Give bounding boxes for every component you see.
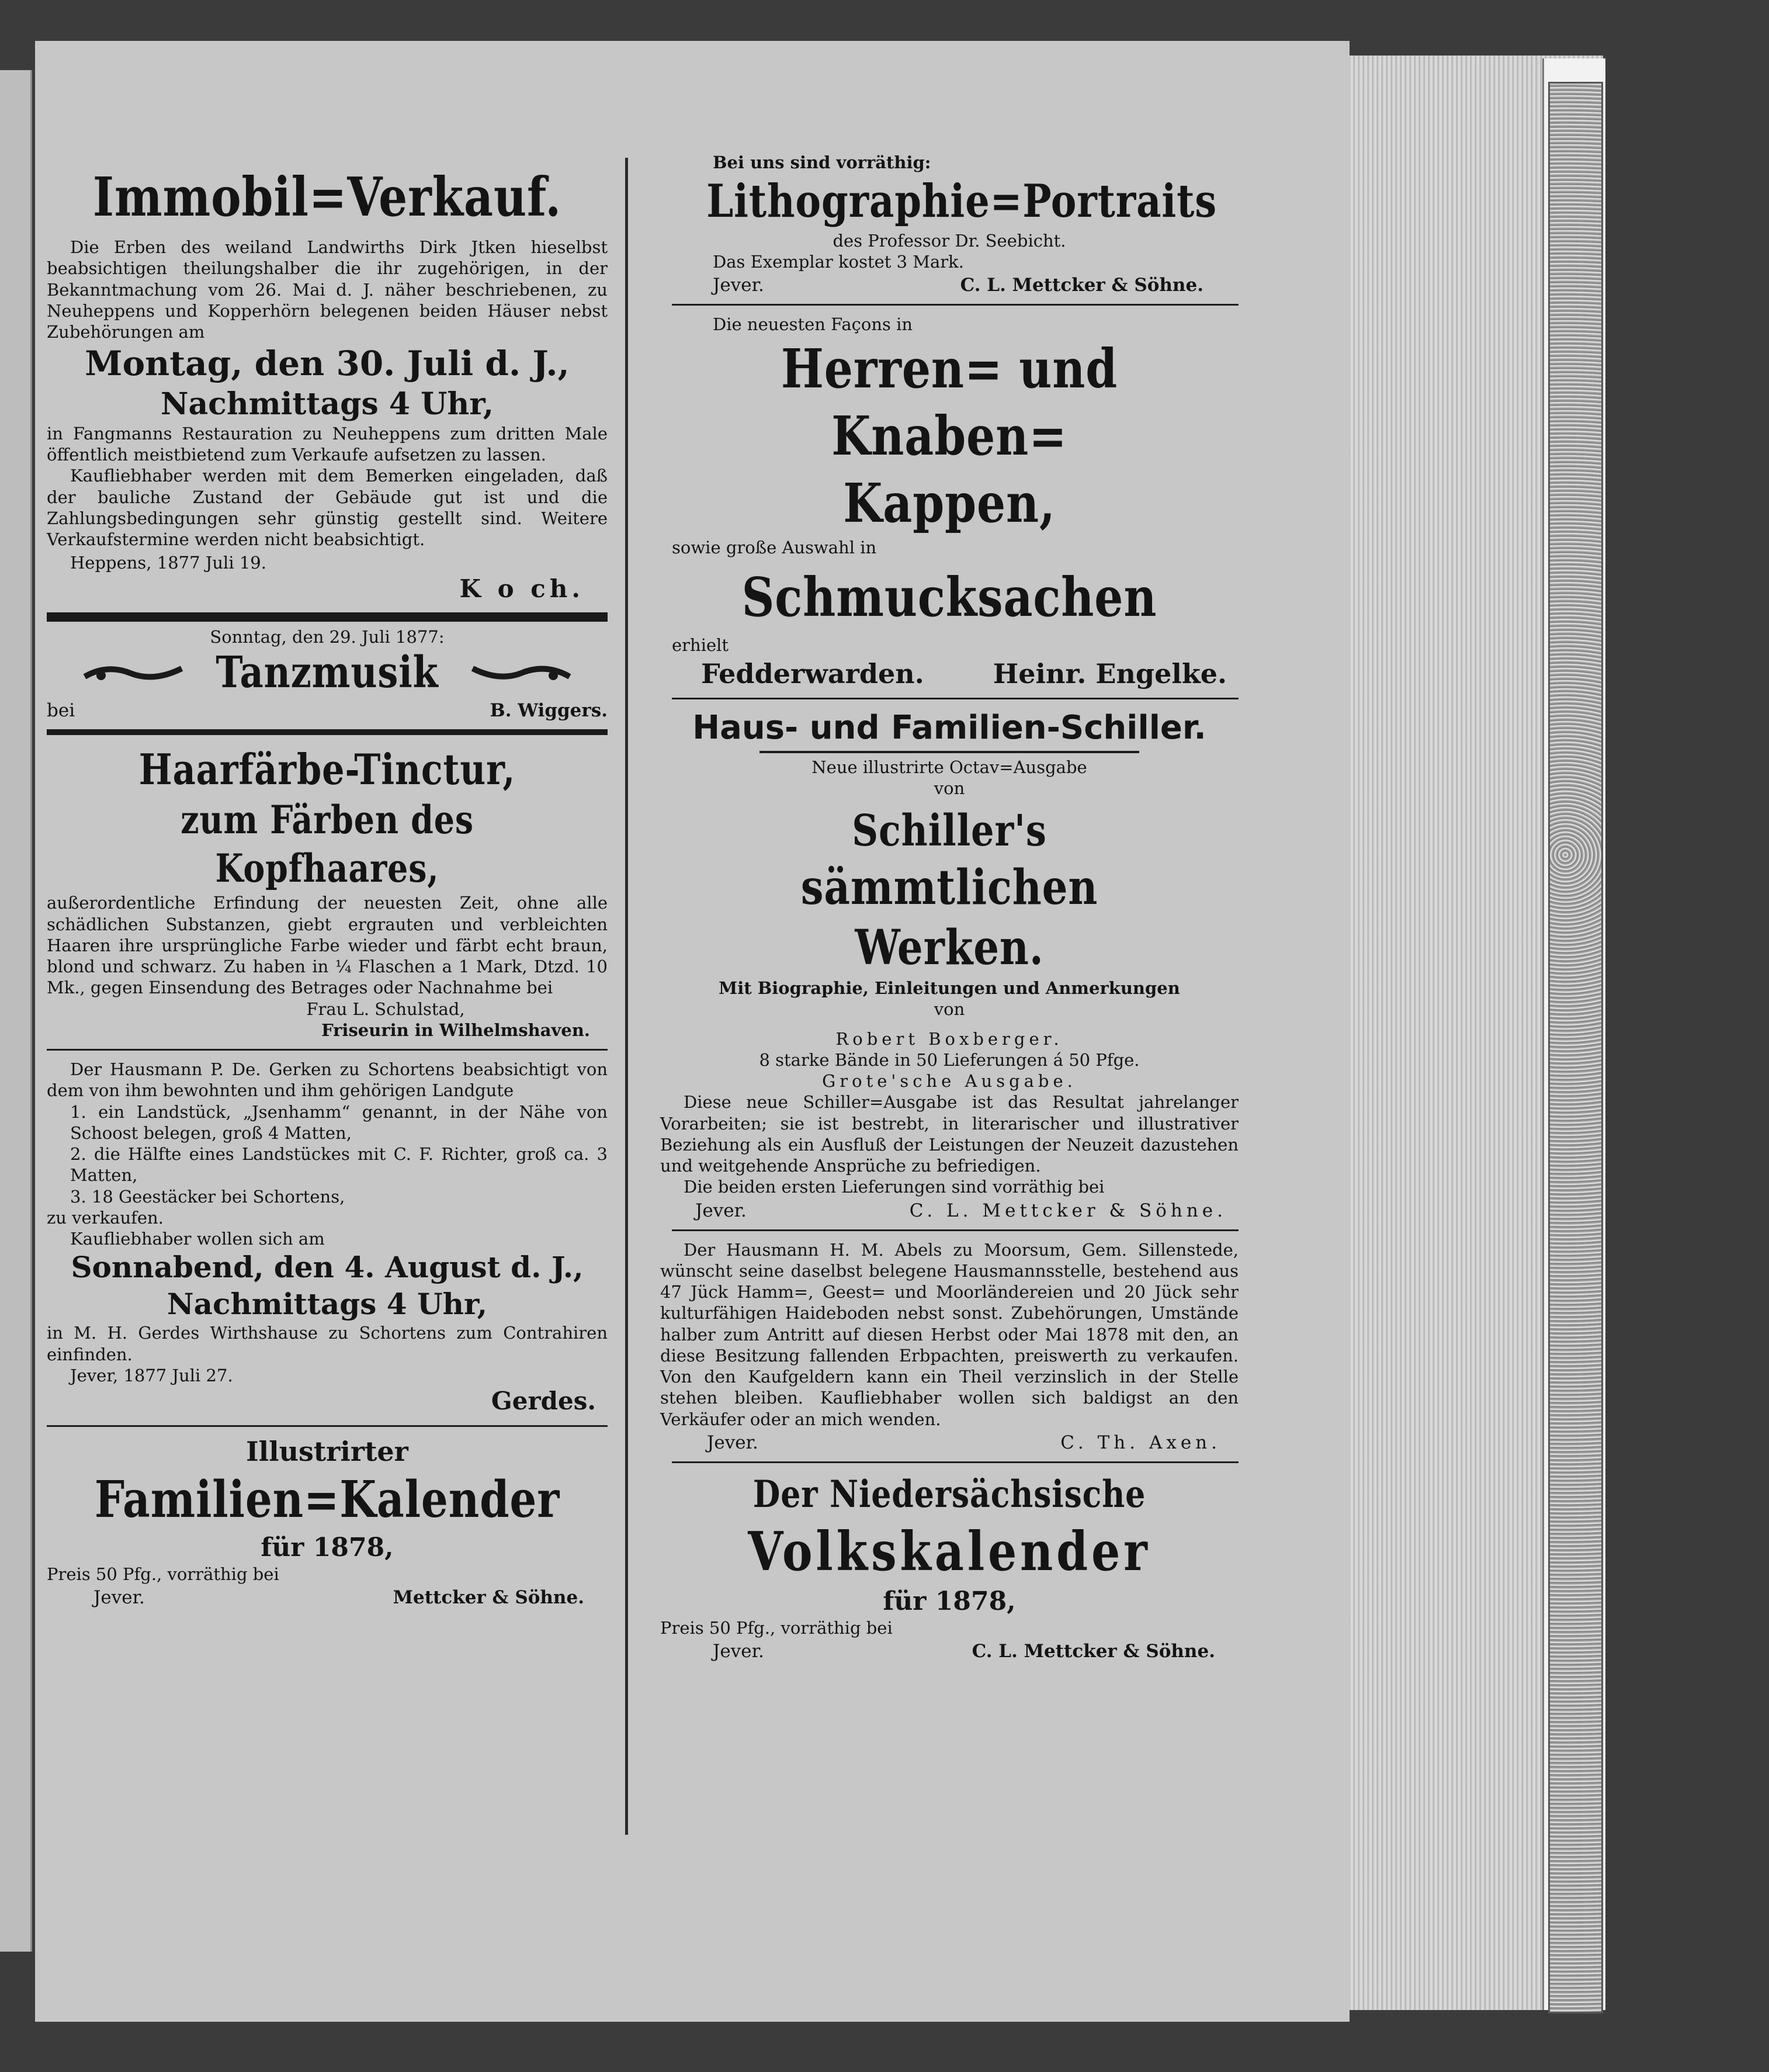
- divider: [672, 304, 1239, 306]
- schiller-name: Schiller's: [852, 805, 1047, 856]
- gerken-body4: in M. H. Gerdes Wirthshause zu Schortens zum Contrahiren einfinden.: [47, 1323, 608, 1364]
- left-page-edge: [0, 70, 32, 1952]
- volks-place: Jever.: [713, 1641, 764, 1662]
- schiller-von: von: [934, 778, 965, 799]
- haar-seller: Frau L. Schulstad,: [306, 999, 465, 1019]
- immobil-place-date: Heppens, 1877 Juli 19.: [70, 553, 266, 573]
- tanz-title: Tanzmusik: [216, 647, 439, 698]
- left-column: [47, 152, 608, 1608]
- litho-place: Jever.: [713, 275, 764, 296]
- gerken-time: Nachmittags 4 Uhr,: [167, 1286, 488, 1321]
- herren-seller: Heinr. Engelke.: [993, 658, 1227, 689]
- schiller-body: Diese neue Schiller=Ausgabe ist das Resultat jahrelanger Vorarbeiten; sie ist bestrebt, in literarischer und illustrativer Beziehung als ein Ausfluß der Leistungen der Neuzeit dazustehen und weitgehende Ansprüche zu befriedigen.: [660, 1092, 1239, 1176]
- divider: [672, 1229, 1239, 1231]
- schiller-place: Jever.: [695, 1200, 747, 1221]
- haar-seller-job: Friseurin in Wilhelmshaven.: [321, 1020, 590, 1040]
- right-ornament-icon: [471, 663, 571, 682]
- immobil-signer: K o ch.: [459, 574, 584, 603]
- litho-title: Lithographie=Portraits: [706, 175, 1217, 228]
- gerken-signer: Gerdes.: [491, 1387, 596, 1415]
- herren-erhielt: erhielt: [672, 635, 729, 655]
- litho-seller: C. L. Mettcker & Söhne.: [960, 275, 1203, 296]
- herren-place: Fedderwarden.: [701, 658, 924, 689]
- herren-title3: Schmucksachen: [741, 565, 1157, 629]
- schiller-von2: von: [934, 999, 965, 1020]
- ad-familien-kalender: [47, 1435, 608, 1608]
- familien-title: Familien=Kalender: [94, 1470, 560, 1529]
- schiller-edition: Grote'sche Ausgabe.: [822, 1071, 1077, 1091]
- gerken-item1: 1. ein Landstück, „Jsenhamm“ genannt, in der Nähe von Schoost belegen, groß 4 Matten,: [70, 1101, 608, 1143]
- immobil-time: Nachmittags 4 Uhr,: [160, 386, 494, 422]
- tanz-header: Sonntag, den 29. Juli 1877:: [210, 627, 445, 647]
- familien-place: Jever.: [93, 1586, 145, 1608]
- volks-seller: C. L. Mettcker & Söhne.: [972, 1641, 1215, 1662]
- haar-title1: Haarfärbe-Tinctur,: [138, 744, 516, 795]
- tanz-bei: bei: [47, 700, 75, 722]
- gerken-item3: 3. 18 Geestäcker bei Schortens,: [70, 1186, 345, 1207]
- haar-body: außerordentliche Erfindung der neuesten Zeit, ohne alle schädlichen Substanzen, giebt ergrauten und verbleichten Haaren ihre ursprüngliche Farbe wieder und färbt echt braun, blond und schwarz. Zu haben in ¼ Flaschen a 1 Mark, Dtzd. 10 Mk., gegen Einsendung des Betrages oder Nachnahme bei: [47, 893, 608, 998]
- gerken-place-date: Jever, 1877 Juli 27.: [70, 1365, 233, 1385]
- ad-immobil: [47, 164, 608, 604]
- ad-gerken: [47, 1059, 608, 1417]
- volks-title: Volkskalender: [748, 1519, 1151, 1583]
- schiller-editor: Robert Boxberger.: [835, 1028, 1063, 1049]
- divider: [47, 1049, 608, 1051]
- right-column: [660, 152, 1239, 1662]
- schiller-with: Mit Biographie, Einleitungen und Anmerkungen: [719, 978, 1180, 998]
- haar-title2: zum Färben des Kopfhaares,: [181, 797, 474, 891]
- volks-year: für 1878,: [883, 1586, 1016, 1616]
- litho-pre: Bei uns sind vorräthig:: [713, 153, 931, 172]
- gerken-body1: Der Hausmann P. De. Gerken zu Schortens beabsichtigt von dem von ihm bewohnten und ihm gehörigen Landgute: [47, 1059, 608, 1101]
- gerken-body3: Kaufliebhaber wollen sich am: [70, 1229, 325, 1249]
- litho-sub: des Professor Dr. Seebicht.: [833, 230, 1066, 251]
- ad-schiller: [660, 708, 1239, 1221]
- immobil-body3: Kaufliebhaber werden mit dem Bemerken eingeladen, daß der bauliche Zustand der Gebäude gut ist und die Zahlungsbedingungen sehr günstig gestellt sind. Weitere Verkaufstermine werden nicht beabsichtigt.: [47, 466, 608, 549]
- divider: [672, 1461, 1239, 1463]
- abels-signer: C. Th. Axen.: [1060, 1432, 1221, 1453]
- divider: [47, 729, 608, 735]
- immobil-title: Immobil=Verkauf.: [92, 165, 562, 228]
- ad-tanzmusik: [47, 626, 608, 721]
- ad-lithographie: [660, 152, 1239, 296]
- familien-year: für 1878,: [261, 1532, 394, 1562]
- immobil-body1: Die Erben des weiland Landwirths Dirk Jtken hieselbst beabsichtigen theilungshalber die ihr zugehörigen, in der Bekanntmachung vom 26. Mai d. J. näher beschriebenen, zu Neuheppens und Kopperhörn belegenen beiden Häuser nebst Zubehörungen am: [47, 237, 608, 342]
- schiller-sub: Neue illustrirte Octav=Ausgabe: [811, 757, 1087, 777]
- marbled-cover: [1548, 82, 1603, 2014]
- column-rule: [625, 158, 628, 1835]
- schiller-title: Haus- und Familien-Schiller.: [692, 709, 1206, 747]
- abels-body: Der Hausmann H. M. Abels zu Moorsum, Gem. Sillenstede, wünscht seine daselbst belegene Hausmannsstelle, bestehend aus 47 Jück Hamm=, Geest= und Moorländereien und 20 Jück sehr kulturfähigen Haideboden nebst sonst. Zubehörungen, Umstände halber zum Antritt auf diesen Herbst oder Mai 1878 mit den, an diese Besitzung fallenden Erbpachten, preiswerth zu verkaufen. Von den Kaufgeldern kann ein Theil verzinslich in der Stelle stehen bleiben. Kaufliebhaber wollen sich baldigst an den Verkäufer oder an mich wenden.: [660, 1239, 1239, 1429]
- ad-herren-kappen: [660, 314, 1239, 689]
- left-ornament-icon: [84, 663, 183, 682]
- familien-price: Preis 50 Pfg., vorräthig bei: [47, 1564, 279, 1584]
- ad-haarfaerbe: [47, 743, 608, 1041]
- ad-abels: [660, 1239, 1239, 1453]
- tanz-host: B. Wiggers.: [490, 700, 608, 722]
- immobil-body2: in Fangmanns Restauration zu Neuheppens zum dritten Male öffentlich meistbietend zum Verkaufe aufsetzen zu lassen.: [47, 423, 608, 465]
- volks-pre: Der Niedersächsische: [752, 1472, 1146, 1516]
- gerken-date: Sonnabend, den 4. August d. J.,: [71, 1250, 584, 1285]
- divider: [47, 1425, 608, 1427]
- herren-mid: sowie große Auswahl in: [672, 537, 877, 557]
- immobil-date: Montag, den 30. Juli d. J.,: [85, 344, 570, 384]
- ad-volkskalender: [660, 1471, 1239, 1662]
- herren-title1: Herren= und Knaben=: [781, 337, 1118, 467]
- schiller-title2: sämmtlichen Werken.: [800, 860, 1098, 976]
- divider: [759, 751, 1139, 753]
- gerken-item2: 2. die Hälfte eines Landstückes mit C. F. Richter, groß ca. 3 Matten,: [70, 1144, 608, 1186]
- schiller-body2: Die beiden ersten Lieferungen sind vorräthig bei: [684, 1177, 1105, 1197]
- gerken-body2: zu verkaufen.: [47, 1207, 164, 1228]
- divider: [672, 698, 1239, 699]
- herren-title2: Kappen,: [843, 471, 1056, 535]
- litho-price: Das Exemplar kostet 3 Mark.: [713, 252, 964, 272]
- herren-pre: Die neuesten Façons in: [713, 314, 913, 335]
- abels-place: Jever.: [707, 1432, 758, 1453]
- schiller-seller: C. L. Mettcker & Söhne.: [909, 1200, 1227, 1221]
- divider: [47, 612, 608, 622]
- volks-price: Preis 50 Pfg., vorräthig bei: [660, 1617, 893, 1638]
- familien-pre: Illustrirter: [246, 1435, 408, 1467]
- schiller-volumes: 8 starke Bände in 50 Lieferungen á 50 Pfge.: [759, 1049, 1140, 1070]
- familien-seller: Mettcker & Söhne.: [393, 1586, 584, 1608]
